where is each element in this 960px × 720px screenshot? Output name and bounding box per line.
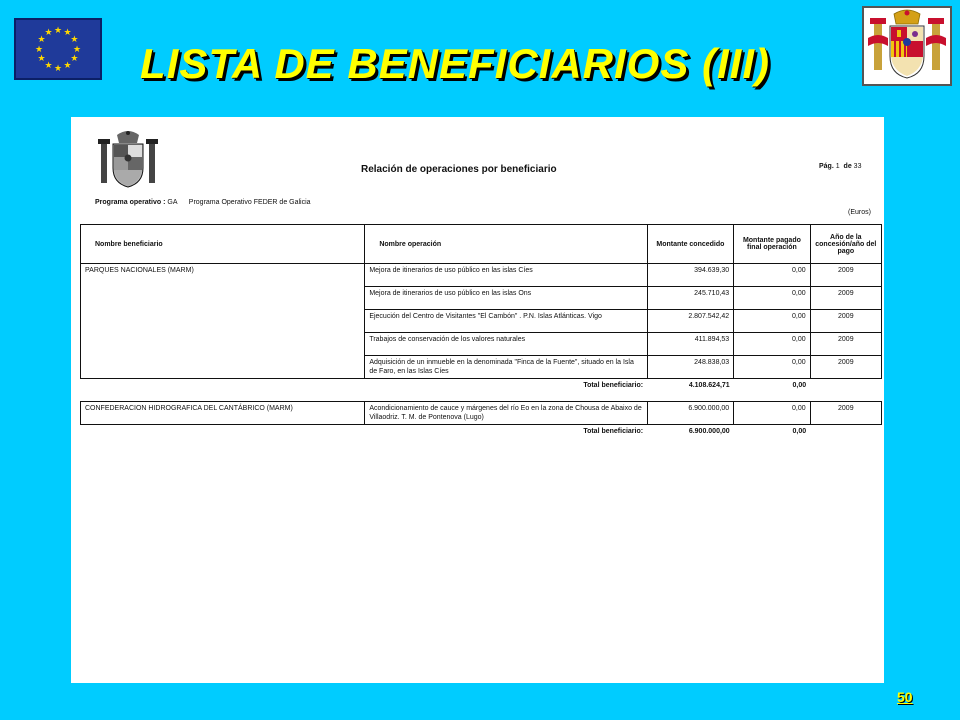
header-year: Año de la concesión/año del pago [810,225,881,264]
paid-amount: 0,00 [734,333,810,356]
eu-star-icon: ★ [53,62,63,73]
operation-name: Adquisición de un inmueble en la denominada "Finca de la Fuente", situado en la Isla de Faro, en las Islas Cíes [365,356,647,379]
page-current: 1 [835,163,840,170]
year: 2009 [810,264,881,287]
eu-star-icon: ★ [63,59,72,70]
granted-amount: 394.639,30 [647,264,734,287]
programme-line [95,199,311,206]
eu-star-icon: ★ [70,53,79,63]
operation-name: Mejora de itinerarios de uso público en las islas Cíes [365,264,647,287]
total-label: Total beneficiario: [583,428,644,435]
paid-amount: 0,00 [734,287,810,310]
granted-amount: 245.710,43 [647,287,734,310]
currency-note: (Euros) [848,209,871,216]
operation-name: Acondicionamiento de cauce y márgenes del río Eo en la zona de Chousa de Abaixo de Villaodriz. T. M. de Pontenova (Lugo) [365,402,647,425]
year: 2009 [810,333,881,356]
eu-star-icon: ★ [72,43,82,54]
eu-star-icon: ★ [44,59,53,70]
table-row [81,402,882,425]
granted-amount: 248.838,03 [647,356,734,379]
granted-amount: 411.894,53 [647,333,734,356]
beneficiary-report-document [71,117,884,683]
paid-amount: 0,00 [734,356,810,379]
eu-star-icon: ★ [44,27,53,38]
table-header-row [81,225,882,264]
operation-name: Trabajos de conservación de los valores naturales [365,333,647,356]
header-paid: Montante pagado final operación [734,225,810,264]
granted-amount: 2.807.542,42 [647,310,734,333]
year: 2009 [810,287,881,310]
slide-page-number[interactable]: 50 [897,689,913,705]
total-row [81,379,882,402]
operations-table [80,224,882,447]
header-operation: Nombre operación [365,225,647,264]
eu-star-icon: ★ [70,34,79,44]
year: 2009 [810,356,881,379]
operation-name: Ejecución del Centro de Visitantes "El Cambón" . P.N. Islas Atlánticas. Vigo [365,310,647,333]
operation-name: Mejora de itinerarios de uso público en las islas Ons [365,287,647,310]
total-granted: 6.900.000,00 [688,428,730,435]
page-of: de [843,163,852,170]
header-granted: Montante concedido [647,225,734,264]
programme-code: GA [167,199,178,206]
year: 2009 [810,402,881,425]
page-label: Pág. [819,163,834,170]
page-indicator [819,163,861,170]
paid-amount: 0,00 [734,402,810,425]
paid-amount: 0,00 [734,310,810,333]
eu-star-icon: ★ [53,24,63,35]
programme-label: Programa operativo : [95,199,166,206]
eu-star-icon: ★ [63,27,72,38]
total-granted: 4.108.624,71 [688,382,730,389]
total-row [81,425,882,448]
total-paid: 0,00 [792,428,807,435]
eu-star-icon: ★ [34,43,44,54]
spain-coat-of-arms-icon [862,6,952,86]
slide-title: LISTA DE BENEFICIARIOS (III) [140,40,771,87]
eu-star-icon: ★ [37,34,46,44]
beneficiary-name: CONFEDERACION HIDROGRAFICA DEL CANTÁBRICO (MARM) [81,402,365,425]
eu-flag-icon [14,18,102,80]
granted-amount: 6.900.000,00 [647,402,734,425]
programme-name: Programa Operativo FEDER de Galicia [188,199,311,206]
total-label: Total beneficiario: [583,382,644,389]
eu-star-icon: ★ [37,53,46,63]
page-total: 33 [853,163,862,170]
year: 2009 [810,310,881,333]
header-beneficiary: Nombre beneficiario [81,225,365,264]
table-row [81,264,882,287]
paid-amount: 0,00 [734,264,810,287]
total-paid: 0,00 [792,382,807,389]
government-crest-icon [97,129,159,189]
beneficiary-name: PARQUES NACIONALES (MARM) [81,264,365,379]
report-title: Relación de operaciones por beneficiario [361,164,557,175]
